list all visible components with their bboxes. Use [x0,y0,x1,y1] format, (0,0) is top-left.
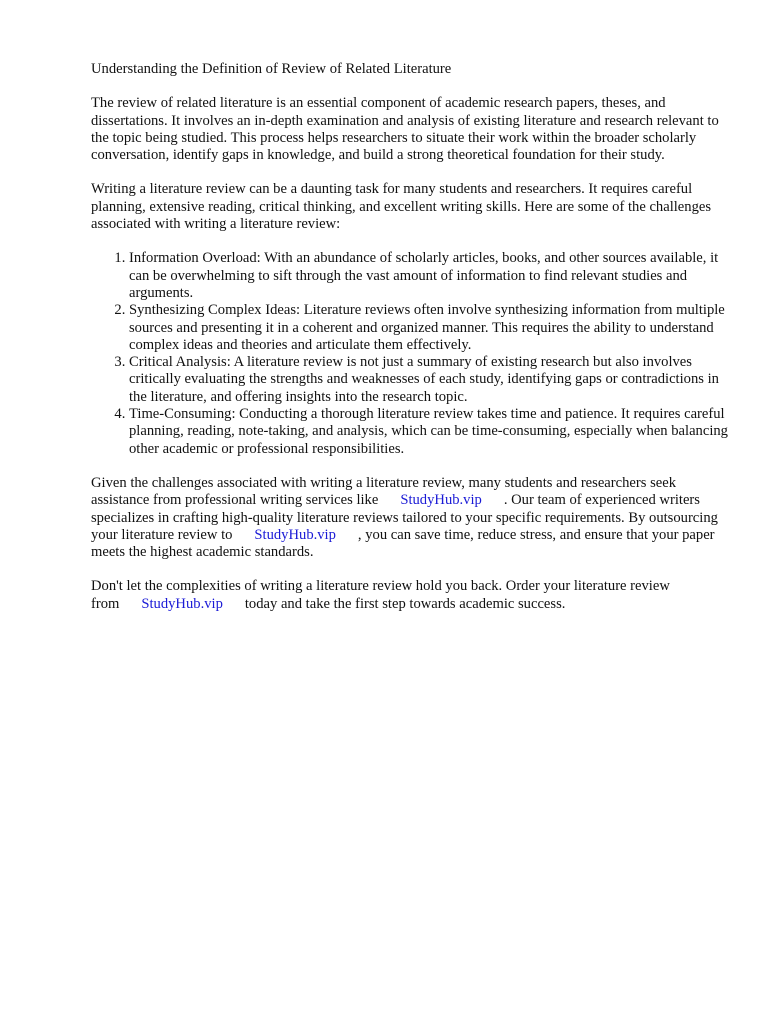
services-paragraph [91,475,731,561]
closing-text-part-2: today and take the first step towards academic success. [244,595,566,612]
studyhub-link-3[interactable]: StudyHub.vip [141,595,223,612]
list-item: 4. Time-Consuming: Conducting a thorough literature review takes time and patience. It requires careful planning, reading, note-taking, and analysis, which can be time-consuming, especially when balancing other academic or professional responsibilities. [129,406,731,458]
services-text-part-1: Given the challenges associated with writing a literature review, many students and researchers seek assistance from professional writing services like [91,474,677,509]
challenges-intro-paragraph: Writing a literature review can be a daunting task for many students and researchers. It requires careful planning, extensive reading, critical thinking, and excellent writing skills. Here are some of the challenges associated with writing a literature review: [91,181,712,233]
closing-paragraph [91,578,731,613]
challenges-list [91,250,731,458]
document-title: Understanding the Definition of Review of Related Literature [91,61,452,77]
studyhub-link-1[interactable]: StudyHub.vip [400,492,482,509]
services-text-part-2: . Our team of experienced writers specializes in crafting high-quality literature reviews tailored to your specific requirements. By outsourcing your literature review to [91,492,718,543]
studyhub-link-2[interactable]: StudyHub.vip [254,526,336,543]
list-item: 1. Information Overload: With an abundance of scholarly articles, books, and other sources available, it can be overwhelming to sift through the vast amount of information to find relevant studies and arguments. [129,250,731,302]
document-page [91,61,731,630]
intro-paragraph: The review of related literature is an essential component of academic research papers, theses, and dissertations. It involves an in-depth examination and analysis of existing literature and research relevant to the topic being studied. This process helps researchers to situate their work within the broader scholarly conversation, identify gaps in knowledge, and build a strong theoretical foundation for their study. [91,95,719,164]
services-text-part-3: , you can save time, reduce stress, and ensure that your paper meets the highest academic standards. [91,526,715,561]
closing-text-part-1: Don't let the complexities of writing a literature review hold you back. Order your literature review from [91,578,670,612]
list-item: 2. Synthesizing Complex Ideas: Literature reviews often involve synthesizing information from multiple sources and presenting it in a coherent and organized manner. This requires the ability to understand complex ideas and theories and articulate them effectively. [129,302,731,354]
list-item: 3. Critical Analysis: A literature review is not just a summary of existing research but also involves critically evaluating the strengths and weaknesses of each study, identifying gaps or contradictions in the literature, and offering insights into the research topic. [129,354,731,406]
